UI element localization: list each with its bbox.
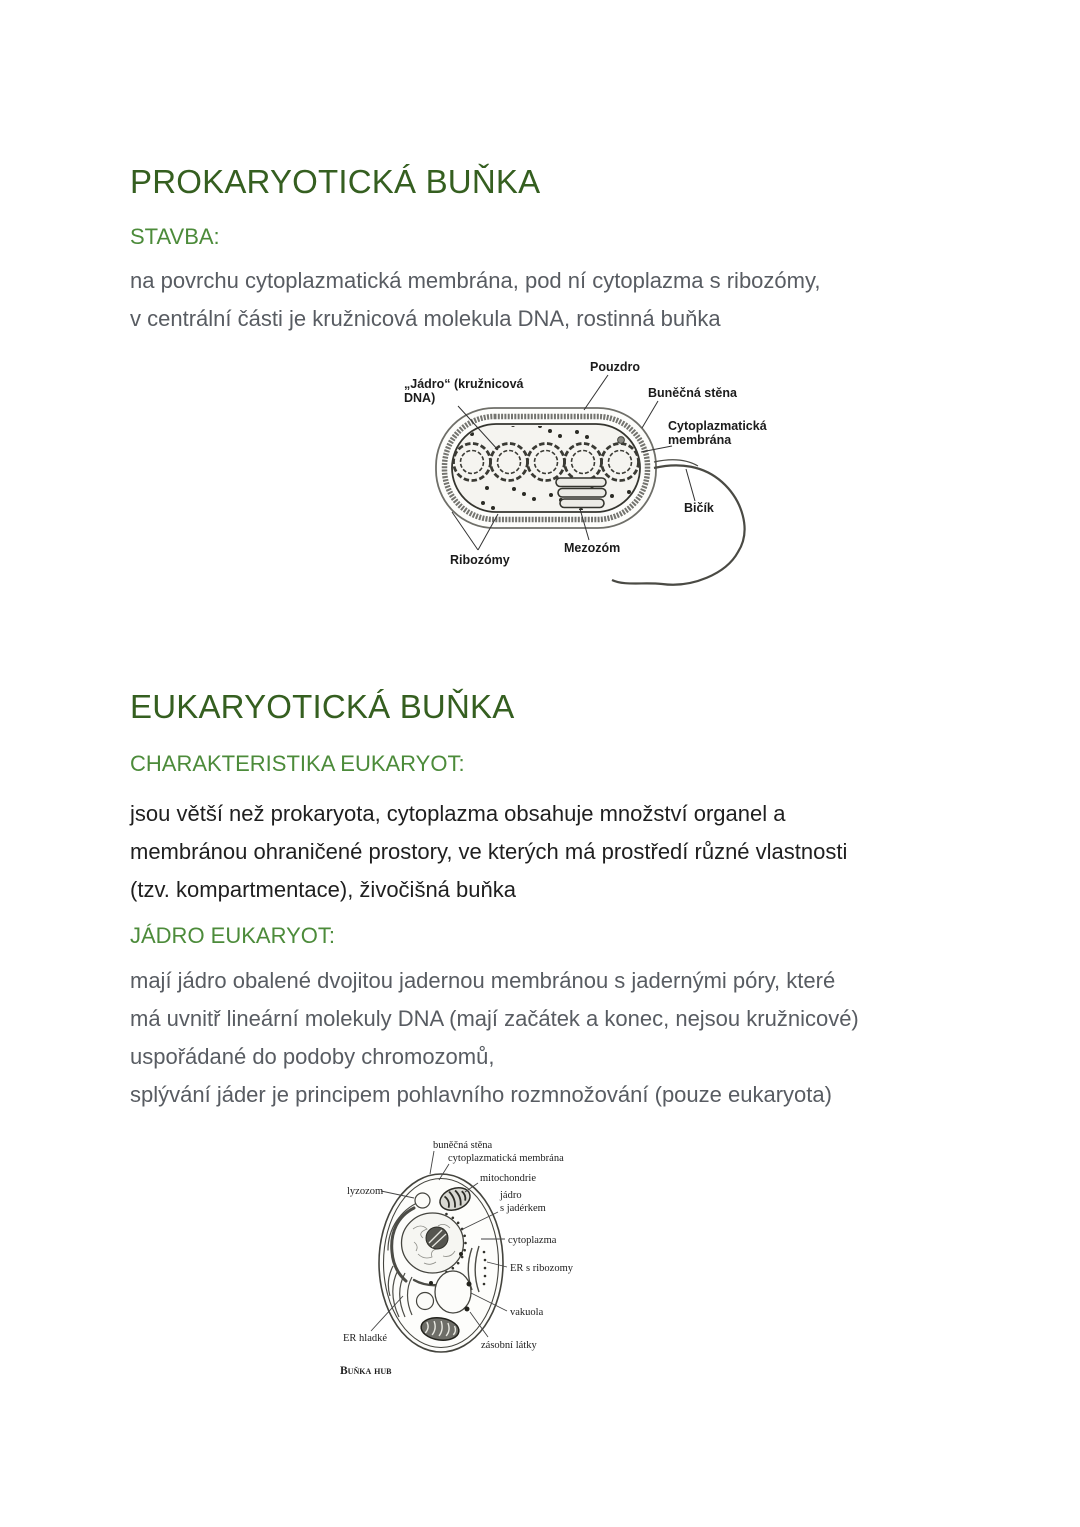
zasobni-latky-label: zásobní látky	[481, 1340, 537, 1351]
lyzozom-label: lyzozom	[347, 1186, 384, 1197]
jadro-label-line2: DNA)	[404, 391, 436, 405]
cyt-membrana-label-line1: Cytoplazmatická	[668, 419, 767, 433]
er-ribozomy-label: ER s ribozomy	[510, 1263, 573, 1274]
vakuola-label: vakuola	[510, 1307, 544, 1318]
text-line: mají jádro obalené dvojitou jadernou membránou s jadernými póry, které	[130, 968, 836, 993]
nucleolus	[426, 1227, 448, 1249]
lysosome-top	[415, 1193, 430, 1208]
eukaryote-cell-diagram	[318, 1124, 620, 1396]
text-line: na povrchu cytoplazmatická membrána, pod ní cytoplazma s ribozómy,	[130, 268, 821, 293]
jadro-label-line2: s jadérkem	[500, 1203, 546, 1214]
ribozomy-label: Ribozómy	[450, 553, 510, 567]
eukaryote-subheading-charakteristika: CHARAKTERISTIKA EUKARYOT:	[130, 751, 465, 776]
prokaryote-cell-diagram	[388, 354, 800, 598]
jadro-label-line1: jádro	[500, 1190, 522, 1201]
text-line: (tzv. kompartmentace), živočišná buňka	[130, 877, 516, 902]
prokaryote-structure-paragraph	[130, 262, 820, 338]
bunecna-stena-callout-line	[430, 1151, 434, 1174]
eukaryote-nucleus-paragraph	[130, 962, 859, 1114]
prokaryote-subheading-stavba: STAVBA:	[130, 224, 220, 249]
text-line: má uvnitř lineární molekuly DNA (mají začátek a konec, nejsou kružnicové)	[130, 1006, 859, 1031]
er-hladke-label: ER hladké	[343, 1333, 388, 1344]
diagram-caption: Buňka hub	[340, 1365, 392, 1377]
pouzdro-label: Pouzdro	[590, 360, 640, 374]
cyt-membrana-label: cytoplazmatická membrána	[448, 1153, 564, 1164]
text-line: v centrální části je kružnicová molekula DNA, rostinná buňka	[130, 306, 721, 331]
text-line: membránou ohraničené prostory, ve kterých má prostředí různé vlastnosti	[130, 839, 848, 864]
vacuole	[435, 1271, 471, 1313]
prokaryote-title: PROKARYOTICKÁ BUŇKA	[130, 163, 541, 200]
bicik-label: Bičík	[684, 501, 714, 515]
bunecna-stena-label: buněčná stěna	[433, 1140, 493, 1151]
cytoplasmic-membrane-line	[452, 424, 640, 512]
granule	[618, 437, 625, 444]
text-line: uspořádané do podoby chromozomů,	[130, 1044, 495, 1069]
pouzdro-callout-line	[584, 375, 608, 410]
mesosome	[556, 478, 606, 508]
cytoplazma-label: cytoplazma	[508, 1235, 557, 1246]
bicik-callout-line	[686, 469, 695, 501]
vesicle-bottom	[417, 1293, 434, 1310]
eukaryote-subheading-jadro: JÁDRO EUKARYOT:	[130, 923, 335, 948]
mitochondrie-label: mitochondrie	[480, 1173, 536, 1184]
mezozom-label: Mezozóm	[564, 541, 621, 555]
text-line: splývání jáder je principem pohlavního rozmnožování (pouze eukaryota)	[130, 1082, 832, 1107]
bunecna-stena-label: Buněčná stěna	[648, 386, 737, 400]
cyt-membrana-label-line2: membrána	[668, 433, 732, 447]
eukaryote-characteristics-paragraph	[130, 795, 847, 909]
text-line: jsou větší než prokaryota, cytoplazma obsahuje množství organel a	[130, 801, 786, 826]
bunecna-stena-callout-line	[642, 401, 658, 428]
jadro-label-line1: „Jádro“ (kružnicová	[404, 377, 524, 391]
eukaryote-title: EUKARYOTICKÁ BUŇKA	[130, 688, 515, 725]
